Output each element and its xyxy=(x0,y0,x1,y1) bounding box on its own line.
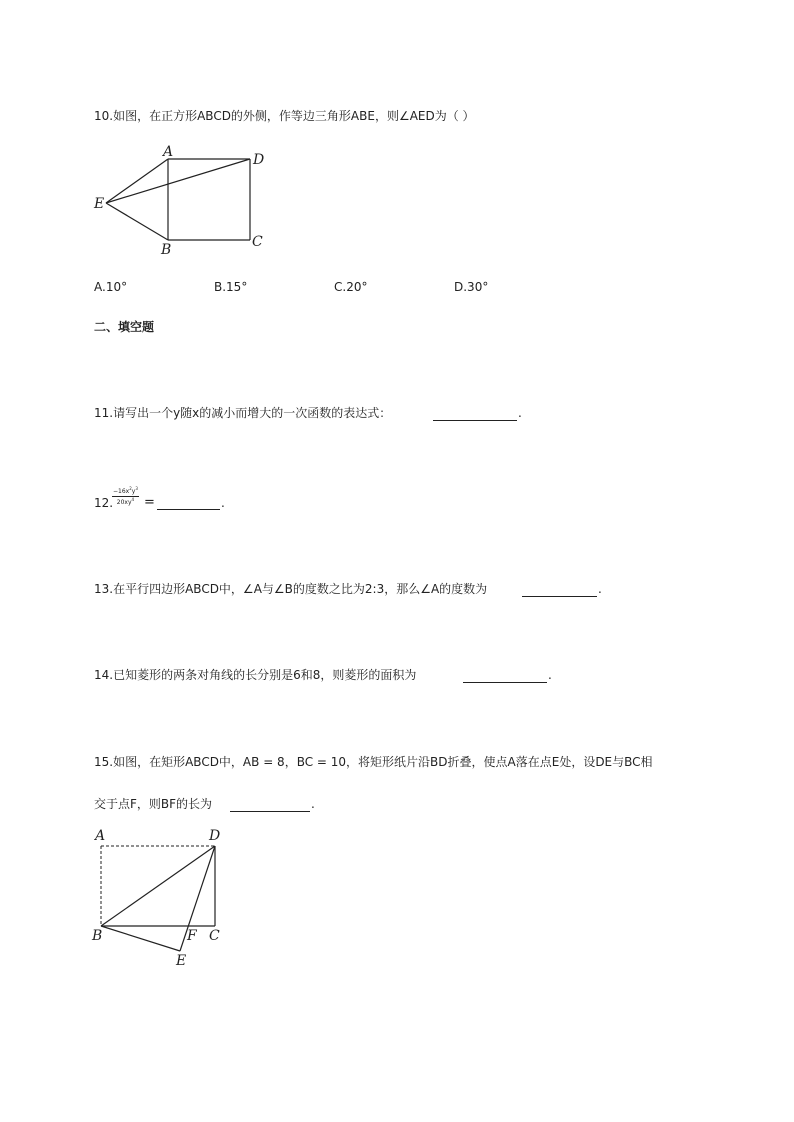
q10-segment-eb xyxy=(106,203,168,240)
q10-segment-ed xyxy=(106,159,250,203)
q12-answer-blank[interactable] xyxy=(157,509,220,510)
q10-label-a: A xyxy=(163,144,174,160)
question-15-line1: 15.如图，在矩形ABCD中，AB = 8，BC = 10，将矩形纸片沿BD折叠，使点A落在点E处，设DE与BC相 xyxy=(94,755,653,769)
q14-answer-blank[interactable] xyxy=(463,682,547,683)
q15-label-a: A xyxy=(95,828,106,844)
q10-option-a[interactable]: A.10° xyxy=(94,280,128,294)
q15-label-b: B xyxy=(92,928,103,944)
q12-numerator: $-16x^2y^3$ xyxy=(113,486,138,495)
q10-option-c[interactable]: C.20° xyxy=(334,280,368,294)
q10-segment-ea xyxy=(106,159,168,203)
q15-label-f: F xyxy=(187,928,197,944)
q12-equals: = xyxy=(144,495,155,510)
q11-end: . xyxy=(518,406,522,420)
q12-denominator: $20xy^4$ xyxy=(116,497,135,506)
question-10-text: 10.如图，在正方形ABCD的外侧，作等边三角形ABE，则∠AED为（ ） xyxy=(94,109,475,123)
q15-label-e: E xyxy=(176,953,187,969)
q12-end: . xyxy=(221,496,225,510)
question-12-prefix: 12. xyxy=(94,496,114,510)
q13-end: . xyxy=(598,582,602,596)
q15-segment-be xyxy=(101,926,180,951)
q12-fraction xyxy=(112,487,139,506)
question-13-text: 13.在平行四边形ABCD中，∠A与∠B的度数之比为2:3，那么∠A的度数为 xyxy=(94,582,488,596)
q11-answer-blank[interactable] xyxy=(433,420,517,421)
question-11-text: 11.请写出一个y随x的减小而增大的一次函数的表达式： xyxy=(94,406,392,420)
q10-label-e: E xyxy=(94,196,105,212)
q10-label-b: B xyxy=(161,242,172,258)
q10-label-d: D xyxy=(253,152,265,168)
section-title: 二、填空题 xyxy=(94,320,155,334)
question-15-figure xyxy=(88,824,238,972)
question-14-text: 14.已知菱形的两条对角线的长分别是6和8，则菱形的面积为 xyxy=(94,668,417,682)
q10-option-d[interactable]: D.30° xyxy=(454,280,489,294)
q10-label-c: C xyxy=(252,234,263,250)
q15-answer-blank[interactable] xyxy=(230,811,310,812)
q15-end: . xyxy=(311,797,315,811)
q10-option-b[interactable]: B.15° xyxy=(214,280,248,294)
q15-segment-bd xyxy=(101,846,215,926)
q13-answer-blank[interactable] xyxy=(522,596,597,597)
q15-label-d: D xyxy=(209,828,221,844)
q14-end: . xyxy=(548,668,552,682)
question-10-figure xyxy=(88,142,278,260)
q15-label-c: C xyxy=(209,928,220,944)
question-15-line2: 交于点F，则BF的长为 xyxy=(94,797,213,811)
